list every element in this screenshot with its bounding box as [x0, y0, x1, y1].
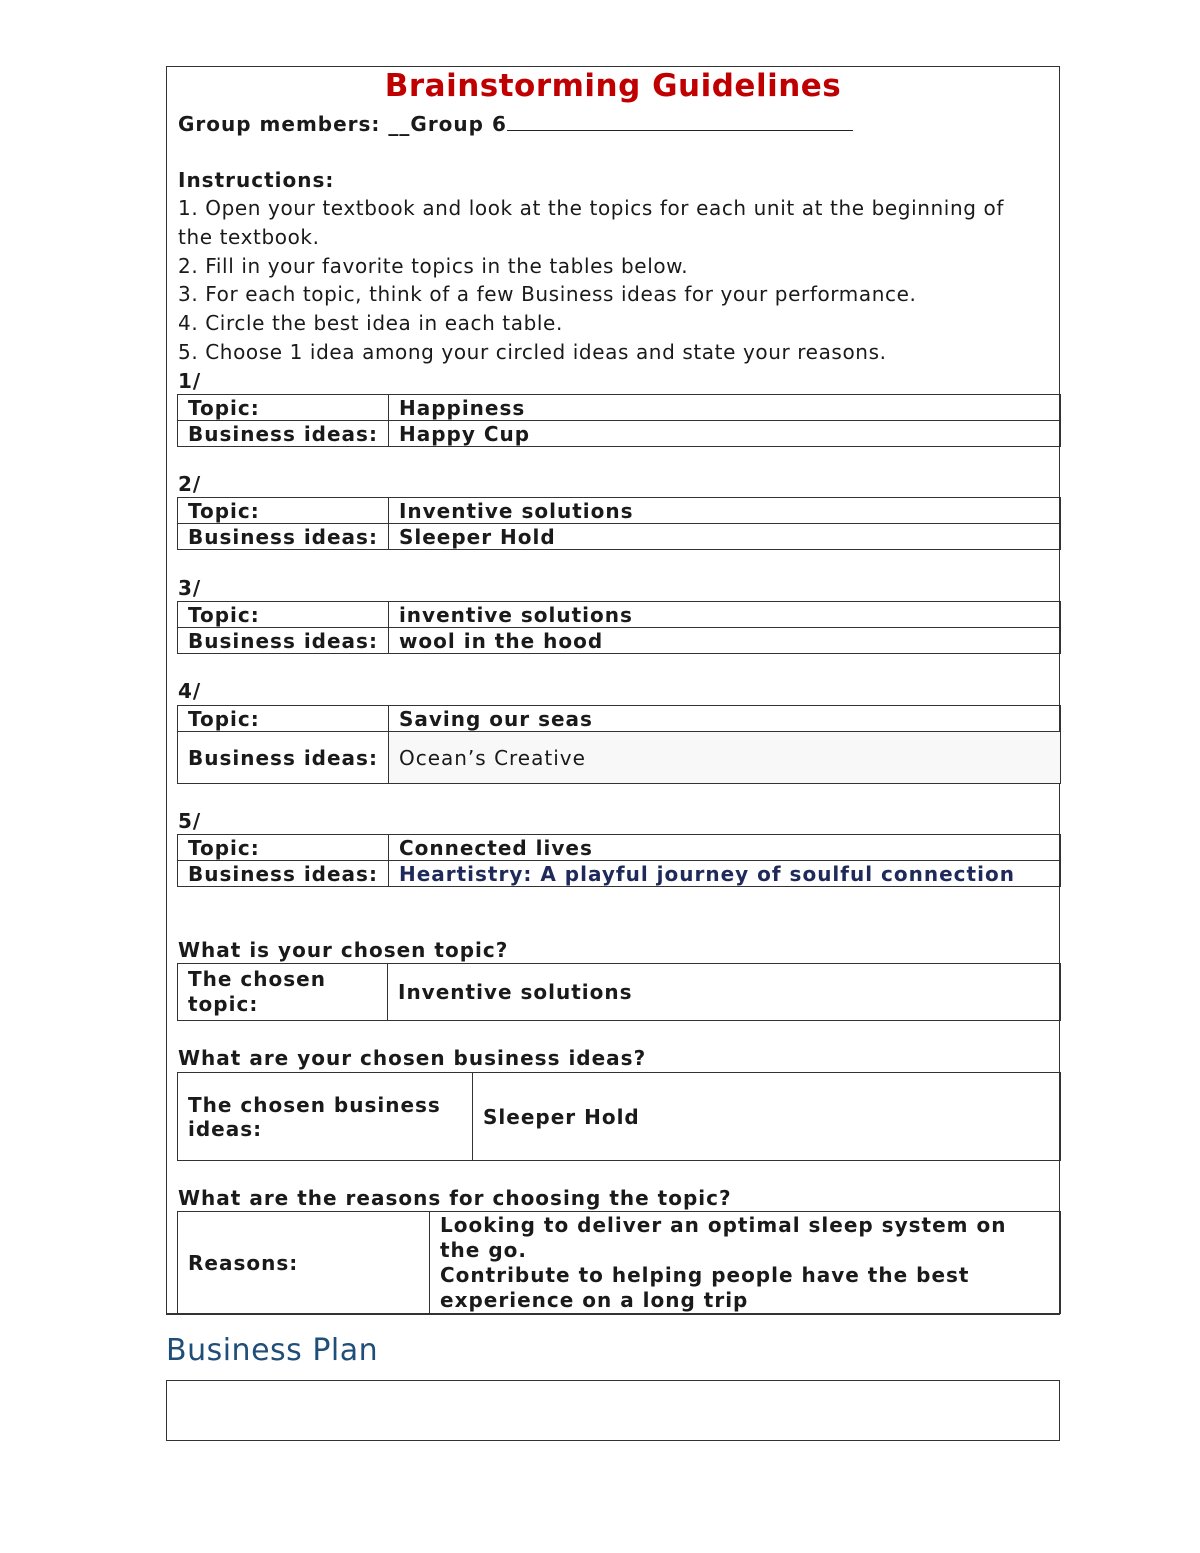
topic-value[interactable]: inventive solutions	[388, 602, 1060, 628]
topic-value[interactable]: Inventive solutions	[388, 498, 1060, 524]
chosen-topic-table	[177, 963, 1061, 1021]
entry-table-2	[177, 497, 1061, 550]
group-members-underline	[507, 110, 853, 131]
topic-label: Topic:	[178, 498, 389, 524]
topic-label: Topic:	[178, 395, 389, 421]
group-members-row	[178, 110, 853, 136]
topic-value[interactable]: Saving our seas	[388, 706, 1060, 732]
page-title: Brainstorming Guidelines	[384, 68, 842, 104]
topic-label: Topic:	[178, 706, 389, 732]
chosen-topic-label: The chosen topic:	[178, 964, 388, 1021]
ideas-value[interactable]: Sleeper Hold	[388, 524, 1060, 550]
chosen-ideas-label: The chosen business ideas:	[178, 1073, 473, 1161]
ideas-label: Business ideas:	[178, 421, 389, 447]
chosen-ideas-question: What are your chosen business ideas?	[178, 1046, 647, 1070]
ideas-value[interactable]: Ocean’s Creative	[388, 732, 1060, 784]
ideas-label: Business ideas:	[178, 732, 389, 784]
entry-table-3	[177, 601, 1061, 654]
chosen-ideas-value[interactable]: Sleeper Hold	[473, 1073, 1061, 1161]
instruction-line: 5. Choose 1 idea among your circled ideas and state your reasons.	[178, 340, 887, 364]
instruction-line: 2. Fill in your favorite topics in the tables below.	[178, 254, 689, 278]
topic-value[interactable]: Connected lives	[388, 835, 1060, 861]
reasons-question: What are the reasons for choosing the topic?	[178, 1186, 732, 1210]
reasons-line: the go.	[440, 1238, 527, 1262]
instruction-line: 4. Circle the best idea in each table.	[178, 311, 563, 335]
instructions-heading: Instructions:	[178, 168, 335, 192]
instruction-line: 3. For each topic, think of a few Business ideas for your performance.	[178, 282, 917, 306]
entry-number: 2/	[178, 472, 202, 496]
business-plan-heading: Business Plan	[166, 1333, 379, 1368]
worksheet-bottom-rule	[166, 1313, 1060, 1314]
topic-value[interactable]: Happiness	[388, 395, 1060, 421]
ideas-value[interactable]: wool in the hood	[388, 628, 1060, 654]
entry-number: 3/	[178, 576, 202, 600]
entry-number: 5/	[178, 809, 202, 833]
entry-table-5	[177, 834, 1061, 887]
chosen-topic-question: What is your chosen topic?	[178, 938, 509, 962]
entry-table-4	[177, 705, 1061, 784]
ideas-value[interactable]: Happy Cup	[388, 421, 1060, 447]
reasons-line: Looking to deliver an optimal sleep system on	[440, 1213, 1007, 1237]
instruction-line: 1. Open your textbook and look at the topics for each unit at the beginning of	[178, 196, 1004, 220]
entry-table-1	[177, 394, 1061, 447]
reasons-value[interactable]	[430, 1212, 1061, 1314]
business-plan-box[interactable]	[166, 1380, 1060, 1441]
entry-number: 4/	[178, 679, 202, 703]
ideas-label: Business ideas:	[178, 861, 389, 887]
reasons-line: Contribute to helping people have the best	[440, 1263, 970, 1287]
ideas-label: Business ideas:	[178, 628, 389, 654]
ideas-value[interactable]: Heartistry: A playful journey of soulful connection	[388, 861, 1060, 887]
group-members-label: Group members:	[178, 112, 381, 136]
topic-label: Topic:	[178, 602, 389, 628]
reasons-line: experience on a long trip	[440, 1288, 749, 1312]
instruction-line: the textbook.	[178, 225, 320, 249]
reasons-table	[177, 1211, 1061, 1314]
chosen-topic-value[interactable]: Inventive solutions	[388, 964, 1061, 1021]
topic-label: Topic:	[178, 835, 389, 861]
entry-number: 1/	[178, 369, 202, 393]
reasons-label: Reasons:	[178, 1212, 430, 1314]
group-members-value[interactable]: __Group 6	[388, 112, 507, 136]
chosen-ideas-table	[177, 1072, 1061, 1161]
ideas-label: Business ideas:	[178, 524, 389, 550]
